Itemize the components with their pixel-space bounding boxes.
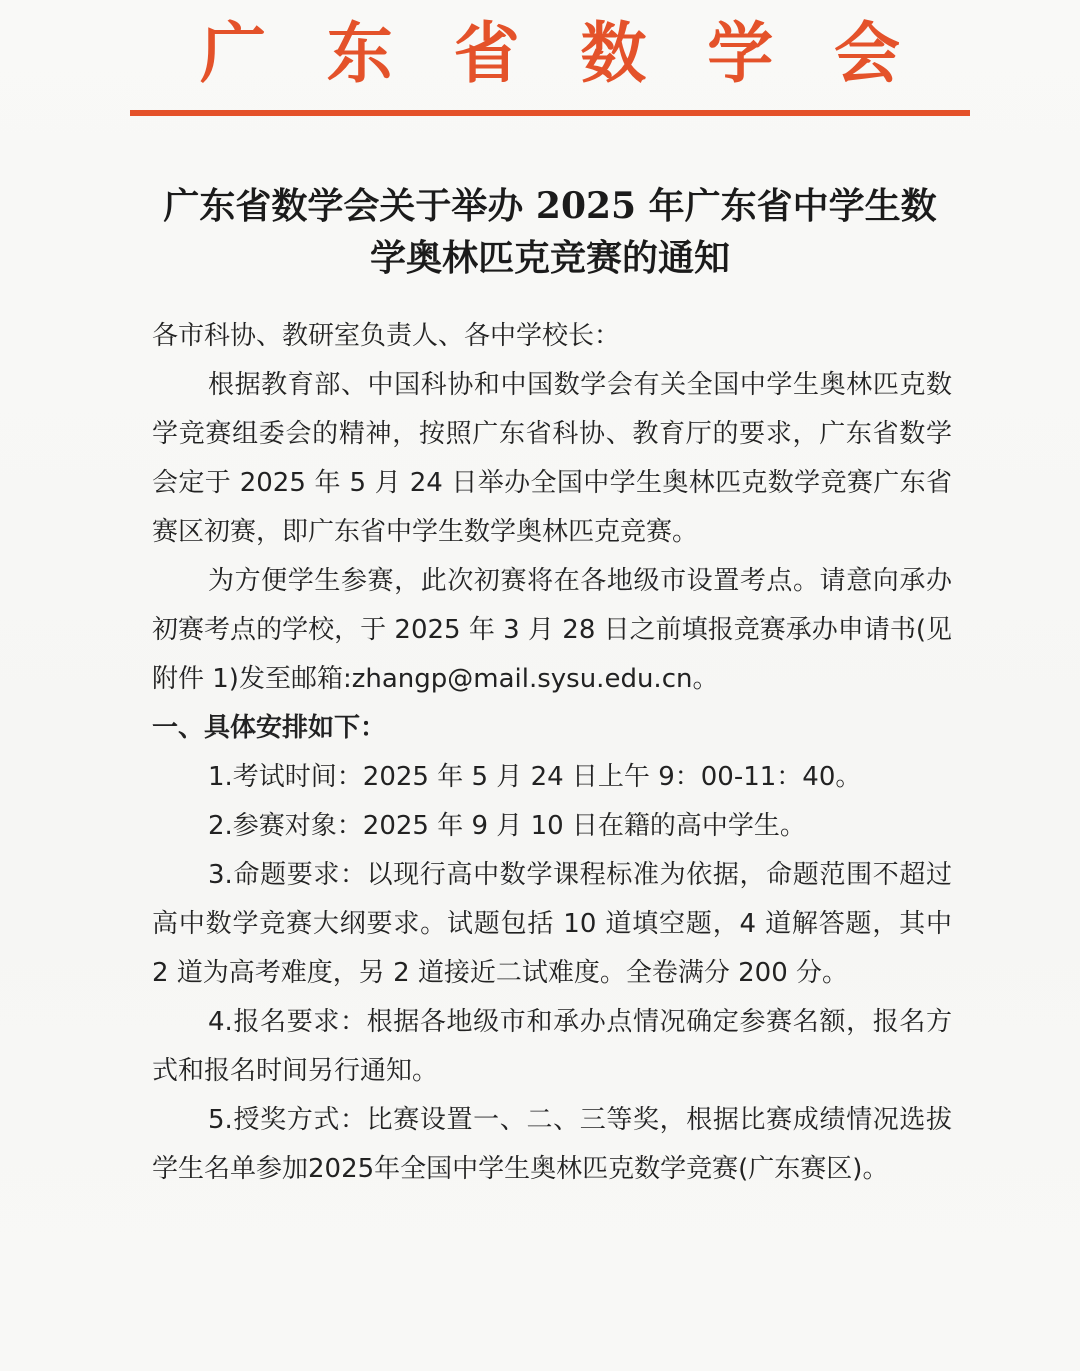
letterhead-char: 广 xyxy=(200,14,266,92)
list-item: 3.命题要求：以现行高中数学课程标准为依据，命题范围不超过高中数学竞赛大纲要求。试题包括 10 道填空题，4 道解答题，其中 2 道为高考难度，另 2 道接近二试难度。全卷满分 200 分。 xyxy=(152,860,952,988)
list-item: 2.参赛对象：2025 年 9 月 10 日在籍的高中学生。 xyxy=(208,811,806,841)
letterhead xyxy=(130,8,970,98)
section-heading: 一、具体安排如下： xyxy=(152,713,387,743)
letterhead-char: 数 xyxy=(580,14,647,92)
document-body xyxy=(152,312,952,1194)
list-item: 1.考试时间：2025 年 5 月 24 日上午 9：00-11：40。 xyxy=(208,762,862,792)
letterhead-divider xyxy=(130,110,970,116)
list-item: 5.授奖方式：比赛设置一、二、三等奖，根据比赛成绩情况选拔学生名单参加2025年全国中学生奥林匹克数学竞赛(广东赛区)。 xyxy=(152,1105,952,1184)
letterhead-char: 会 xyxy=(833,14,900,92)
document-title xyxy=(130,180,970,284)
title-line-2: 学奥林匹克竞赛的通知 xyxy=(369,237,730,279)
letterhead-char: 东 xyxy=(326,14,393,92)
title-line-1: 广东省数学会关于举办 2025 年广东省中学生数 xyxy=(163,185,937,227)
letterhead-char: 学 xyxy=(707,14,774,92)
letterhead-char: 省 xyxy=(453,14,520,92)
salutation: 各市科协、教研室负责人、各中学校长： xyxy=(152,321,621,351)
list-item: 4.报名要求：根据各地级市和承办点情况确定参赛名额，报名方式和报名时间另行通知。 xyxy=(152,1007,952,1086)
paragraph: 根据教育部、中国科协和中国数学会有关全国中学生奥林匹克数学竞赛组委会的精神，按照广东省科协、教育厅的要求，广东省数学会定于 2025 年 5 月 24 日举办全国中学生奥林匹克数学竞赛广东省赛区初赛，即广东省中学生数学奥林匹克竞赛。 xyxy=(152,370,952,547)
paragraph: 为方便学生参赛，此次初赛将在各地级市设置考点。请意向承办初赛考点的学校，于 2025 年 3 月 28 日之前填报竞赛承办申请书(见附件 1)发至邮箱:zhangp@mail.sysu.edu.cn。 xyxy=(152,566,952,694)
